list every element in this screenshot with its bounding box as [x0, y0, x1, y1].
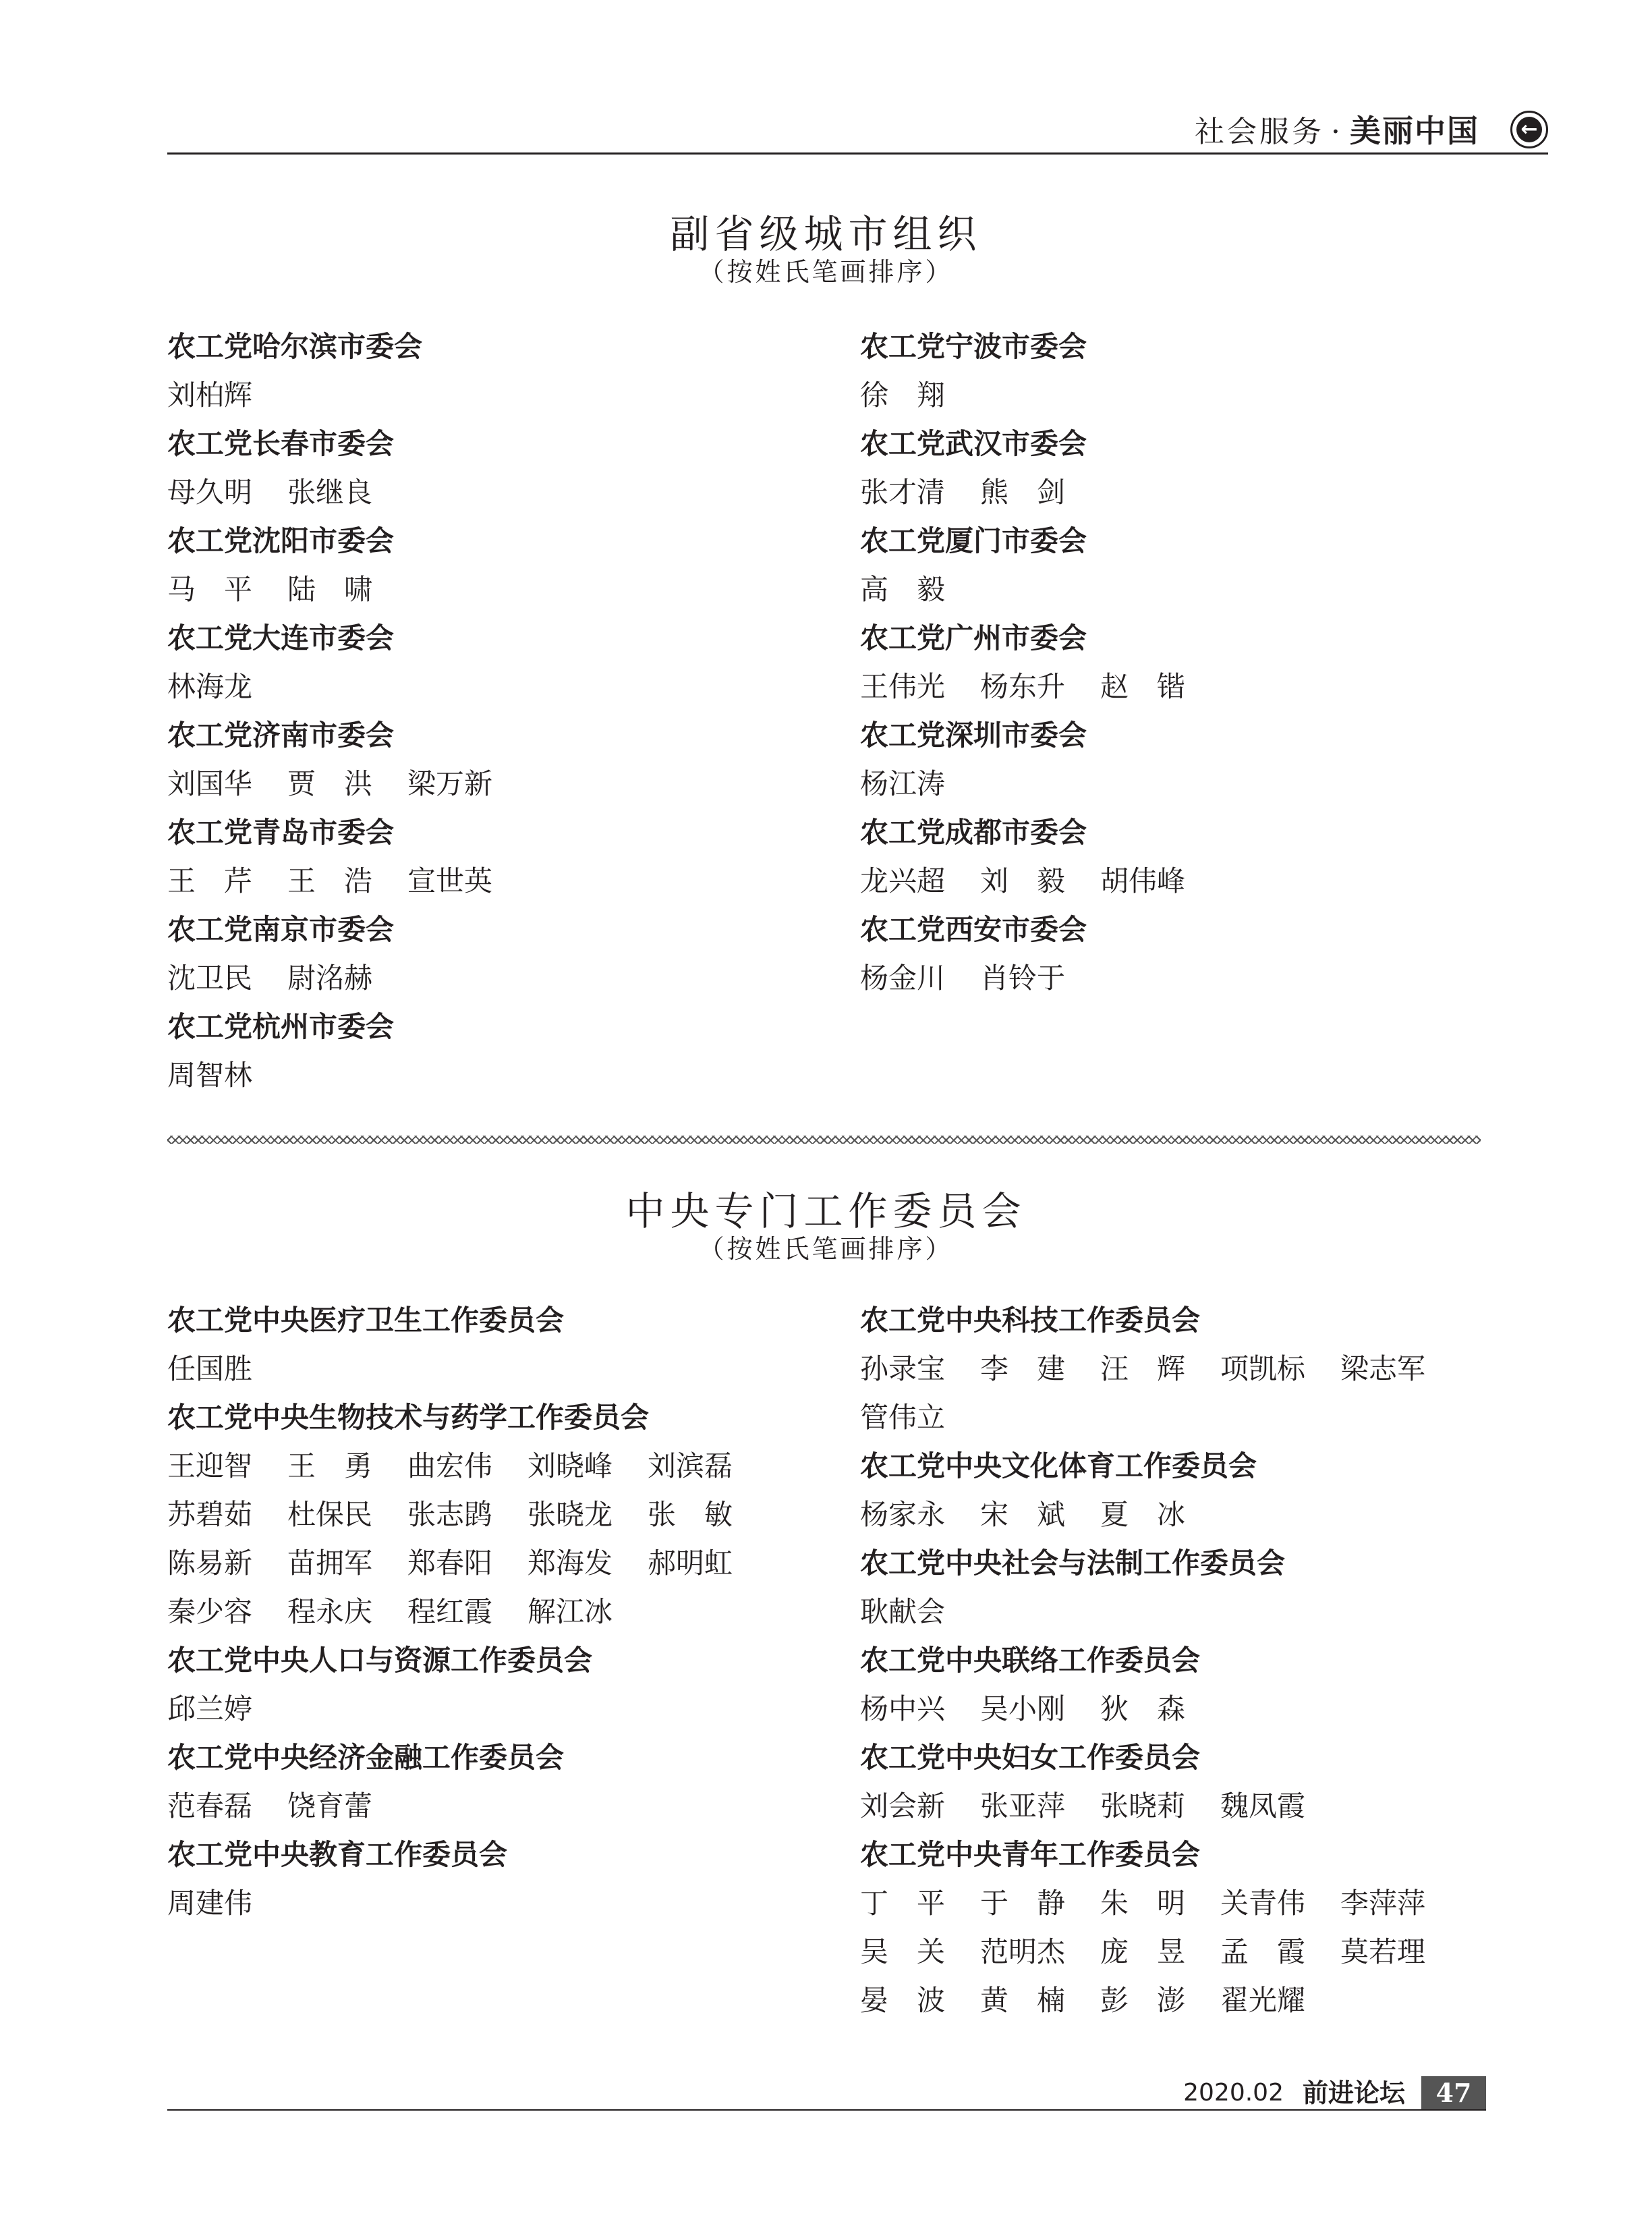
committee-name: 农工党杭州市委会 — [167, 1010, 395, 1043]
section2-subtitle: （按姓氏笔画排序） — [698, 1234, 954, 1264]
member-name: 刘国华 — [167, 767, 253, 800]
member-name: 马 平 — [167, 573, 253, 606]
member-row — [860, 1491, 1535, 1539]
committee-entry — [860, 614, 1535, 711]
member-name: 管伟立 — [860, 1401, 946, 1434]
member-row — [860, 1928, 1535, 1976]
member-row — [860, 565, 1535, 614]
member-list — [860, 1782, 1535, 1831]
member-row — [167, 468, 842, 517]
member-name: 孙录宝 — [860, 1352, 946, 1385]
committee-entry — [167, 711, 842, 808]
member-name: 秦少容 — [167, 1595, 253, 1628]
committee-name: 农工党武汉市委会 — [860, 427, 1087, 460]
member-row — [167, 663, 842, 711]
member-name: 龙兴超 — [860, 864, 946, 897]
member-name: 郝明虹 — [648, 1547, 733, 1580]
member-name: 刘柏辉 — [167, 379, 253, 412]
member-list — [167, 954, 842, 1003]
member-name: 王伟光 — [860, 670, 946, 703]
member-name: 梁志军 — [1340, 1352, 1426, 1385]
member-name: 关青伟 — [1220, 1887, 1306, 1920]
member-name: 杨金川 — [860, 962, 946, 995]
committee-name: 农工党宁波市委会 — [860, 330, 1087, 363]
member-name: 王 芹 — [167, 864, 253, 897]
member-row — [860, 1782, 1535, 1831]
member-name: 陈易新 — [167, 1547, 253, 1580]
header-text — [1195, 109, 1479, 152]
member-name: 吴小刚 — [980, 1692, 1066, 1725]
committee-entry — [167, 1733, 842, 1831]
member-name: 范春磊 — [167, 1789, 253, 1822]
committee-entry — [860, 1831, 1535, 2025]
member-name: 解江冰 — [528, 1595, 613, 1628]
footer-rule — [167, 2109, 1486, 2111]
member-row — [167, 565, 842, 614]
committee-entry — [860, 1733, 1535, 1831]
committee-entry — [167, 1296, 842, 1393]
member-name: 程红霞 — [407, 1595, 493, 1628]
committee-name: 农工党中央社会与法制工作委员会 — [860, 1547, 1286, 1580]
member-name: 周建伟 — [167, 1887, 253, 1920]
member-list — [167, 663, 842, 711]
member-row — [167, 1442, 842, 1491]
header-column: 美丽中国 — [1350, 113, 1479, 149]
member-list — [167, 857, 842, 906]
member-name: 邱兰婷 — [167, 1692, 253, 1725]
member-name: 项凯标 — [1220, 1352, 1306, 1385]
member-list — [167, 1051, 842, 1100]
member-row — [167, 1879, 842, 1928]
page-footer — [1183, 2076, 1486, 2110]
member-row — [860, 1588, 1535, 1636]
page-header — [167, 109, 1548, 152]
header-section: 社会服务 — [1195, 115, 1324, 149]
committee-entry — [860, 906, 1535, 1003]
member-name: 汪 辉 — [1100, 1352, 1186, 1385]
member-row — [860, 1345, 1535, 1393]
section1-right-column — [860, 323, 1535, 1003]
member-list — [860, 1685, 1535, 1733]
member-name: 苏碧茹 — [167, 1498, 253, 1531]
member-name: 苗拥军 — [287, 1547, 373, 1580]
member-name: 张 敏 — [648, 1498, 733, 1531]
back-arrow-glyph: ← — [1516, 117, 1542, 142]
member-name: 莫若理 — [1340, 1935, 1426, 1968]
committee-entry — [167, 1393, 842, 1636]
committee-name: 农工党中央医疗卫生工作委员会 — [167, 1304, 565, 1337]
member-name: 胡伟峰 — [1100, 864, 1186, 897]
member-list — [860, 1345, 1535, 1442]
member-name: 于 静 — [980, 1887, 1066, 1920]
committee-entry — [860, 711, 1535, 808]
member-row — [860, 1976, 1535, 2025]
member-name: 彭 澎 — [1100, 1984, 1186, 2017]
header-separator: · — [1331, 115, 1343, 149]
member-name: 沈卫民 — [167, 962, 253, 995]
member-name: 张晓龙 — [528, 1498, 613, 1531]
committee-name: 农工党广州市委会 — [860, 621, 1087, 655]
member-row — [167, 1539, 842, 1588]
committee-name: 农工党中央经济金融工作委员会 — [167, 1741, 565, 1774]
section1-left-column — [167, 323, 842, 1100]
committee-name: 农工党中央文化体育工作委员会 — [860, 1449, 1257, 1482]
committee-name: 农工党中央生物技术与药学工作委员会 — [167, 1401, 650, 1434]
member-row — [167, 760, 842, 808]
member-name: 张亚萍 — [980, 1789, 1066, 1822]
member-name: 林海龙 — [167, 670, 253, 703]
member-name: 宣世英 — [407, 864, 493, 897]
member-row — [860, 1879, 1535, 1928]
member-name: 张晓莉 — [1100, 1789, 1186, 1822]
member-name: 刘 毅 — [980, 864, 1066, 897]
member-name: 曲宏伟 — [407, 1449, 493, 1482]
committee-entry — [860, 808, 1535, 906]
member-row — [167, 1051, 842, 1100]
issue-date: 2020.02 — [1183, 2079, 1284, 2107]
committee-name: 农工党青岛市委会 — [167, 816, 395, 849]
member-name: 熊 剑 — [980, 476, 1066, 509]
committee-entry — [167, 808, 842, 906]
member-name: 王迎智 — [167, 1449, 253, 1482]
committee-name: 农工党济南市委会 — [167, 719, 395, 752]
member-row — [860, 857, 1535, 906]
committee-name: 农工党中央妇女工作委员会 — [860, 1741, 1201, 1774]
member-name: 贾 洪 — [287, 767, 373, 800]
section1-title: 副省级城市组织 — [670, 211, 982, 257]
member-name: 李萍萍 — [1340, 1887, 1426, 1920]
member-list — [860, 371, 1535, 420]
member-name: 张继良 — [287, 476, 373, 509]
member-name: 张才清 — [860, 476, 946, 509]
member-list — [167, 1879, 842, 1928]
member-row — [167, 954, 842, 1003]
member-name: 庞 昱 — [1100, 1935, 1186, 1968]
member-name: 郑海发 — [528, 1547, 613, 1580]
section2-right-column — [860, 1296, 1535, 2025]
member-name: 周智林 — [167, 1059, 253, 1092]
member-name: 黄 楠 — [980, 1984, 1066, 2017]
member-name: 杨中兴 — [860, 1692, 946, 1725]
member-name: 魏凤霞 — [1220, 1789, 1306, 1822]
committee-entry — [860, 1296, 1535, 1442]
member-name: 晏 波 — [860, 1984, 946, 2017]
committee-name: 农工党中央青年工作委员会 — [860, 1838, 1201, 1871]
member-name: 徐 翔 — [860, 379, 946, 412]
committee-entry — [860, 323, 1535, 420]
member-name: 梁万新 — [407, 767, 493, 800]
member-row — [167, 1782, 842, 1831]
member-name: 饶育蕾 — [287, 1789, 373, 1822]
member-row — [860, 1393, 1535, 1442]
member-list — [167, 1345, 842, 1393]
committee-name: 农工党南京市委会 — [167, 913, 395, 946]
committee-entry — [167, 1003, 842, 1100]
member-name: 王 勇 — [287, 1449, 373, 1482]
member-list — [860, 663, 1535, 711]
committee-entry — [167, 420, 842, 517]
member-row — [167, 1685, 842, 1733]
member-name: 尉洺赫 — [287, 962, 373, 995]
committee-name: 农工党西安市委会 — [860, 913, 1087, 946]
committee-entry — [167, 1831, 842, 1928]
committee-entry — [860, 1442, 1535, 1539]
member-row — [167, 1588, 842, 1636]
committee-name: 农工党沈阳市委会 — [167, 524, 395, 557]
committee-entry — [167, 906, 842, 1003]
magazine-name: 前进论坛 — [1302, 2078, 1405, 2108]
member-name: 杨家永 — [860, 1498, 946, 1531]
member-row — [860, 760, 1535, 808]
committee-name: 农工党长春市委会 — [167, 427, 395, 460]
member-name: 赵 锴 — [1100, 670, 1186, 703]
section-divider — [167, 1136, 1481, 1144]
member-name: 丁 平 — [860, 1887, 946, 1920]
committee-entry — [860, 517, 1535, 614]
member-list — [167, 1782, 842, 1831]
member-name: 狄 森 — [1100, 1692, 1186, 1725]
member-name: 母久明 — [167, 476, 253, 509]
committee-name: 农工党深圳市委会 — [860, 719, 1087, 752]
member-name: 王 浩 — [287, 864, 373, 897]
section1-subtitle: （按姓氏笔画排序） — [698, 257, 954, 287]
page-number: 47 — [1421, 2076, 1486, 2110]
committee-name: 农工党成都市委会 — [860, 816, 1087, 849]
member-list — [860, 468, 1535, 517]
member-name: 吴 关 — [860, 1935, 946, 1968]
member-list — [860, 760, 1535, 808]
member-name: 高 毅 — [860, 573, 946, 606]
member-name: 刘晓峰 — [528, 1449, 613, 1482]
member-row — [167, 1345, 842, 1393]
member-list — [860, 954, 1535, 1003]
member-row — [167, 857, 842, 906]
member-list — [167, 565, 842, 614]
member-list — [167, 760, 842, 808]
committee-name: 农工党中央教育工作委员会 — [167, 1838, 508, 1871]
section2-title: 中央专门工作委员会 — [625, 1188, 1027, 1234]
member-name: 耿献会 — [860, 1595, 946, 1628]
member-row — [860, 663, 1535, 711]
member-name: 孟 霞 — [1220, 1935, 1306, 1968]
member-name: 李 建 — [980, 1352, 1066, 1385]
member-row — [167, 371, 842, 420]
committee-name: 农工党中央人口与资源工作委员会 — [167, 1644, 593, 1677]
member-name: 刘滨磊 — [648, 1449, 733, 1482]
committee-name: 农工党中央联络工作委员会 — [860, 1644, 1201, 1677]
header-rule — [167, 152, 1548, 155]
member-row — [860, 954, 1535, 1003]
committee-entry — [167, 1636, 842, 1733]
committee-entry — [860, 1539, 1535, 1636]
member-name: 杨东升 — [980, 670, 1066, 703]
member-list — [860, 857, 1535, 906]
member-row — [860, 468, 1535, 517]
member-name: 杜保民 — [287, 1498, 373, 1531]
member-name: 杨江涛 — [860, 767, 946, 800]
member-name: 郑春阳 — [407, 1547, 493, 1580]
committee-entry — [167, 614, 842, 711]
member-name: 程永庆 — [287, 1595, 373, 1628]
member-list — [860, 565, 1535, 614]
member-list — [167, 371, 842, 420]
member-name: 夏 冰 — [1100, 1498, 1186, 1531]
member-name: 朱 明 — [1100, 1887, 1186, 1920]
member-name: 宋 斌 — [980, 1498, 1066, 1531]
member-name: 翟光耀 — [1220, 1984, 1306, 2017]
back-arrow-icon[interactable] — [1510, 111, 1548, 148]
committee-entry — [167, 517, 842, 614]
committee-entry — [167, 323, 842, 420]
member-list — [167, 1685, 842, 1733]
member-name: 范明杰 — [980, 1935, 1066, 1968]
committee-name: 农工党厦门市委会 — [860, 524, 1087, 557]
committee-entry — [860, 420, 1535, 517]
member-list — [167, 468, 842, 517]
member-list — [860, 1491, 1535, 1539]
section2-left-column — [167, 1296, 842, 1928]
member-name: 任国胜 — [167, 1352, 253, 1385]
member-row — [860, 371, 1535, 420]
committee-name: 农工党中央科技工作委员会 — [860, 1304, 1201, 1337]
member-list — [167, 1442, 842, 1636]
committee-name: 农工党大连市委会 — [167, 621, 395, 655]
member-name: 刘会新 — [860, 1789, 946, 1822]
member-name: 肖铃于 — [980, 962, 1066, 995]
committee-name: 农工党哈尔滨市委会 — [167, 330, 423, 363]
member-list — [860, 1588, 1535, 1636]
committee-entry — [860, 1636, 1535, 1733]
member-name: 张志鹍 — [407, 1498, 493, 1531]
member-row — [860, 1685, 1535, 1733]
member-name: 陆 啸 — [287, 573, 373, 606]
member-row — [167, 1491, 842, 1539]
member-list — [860, 1879, 1535, 2025]
